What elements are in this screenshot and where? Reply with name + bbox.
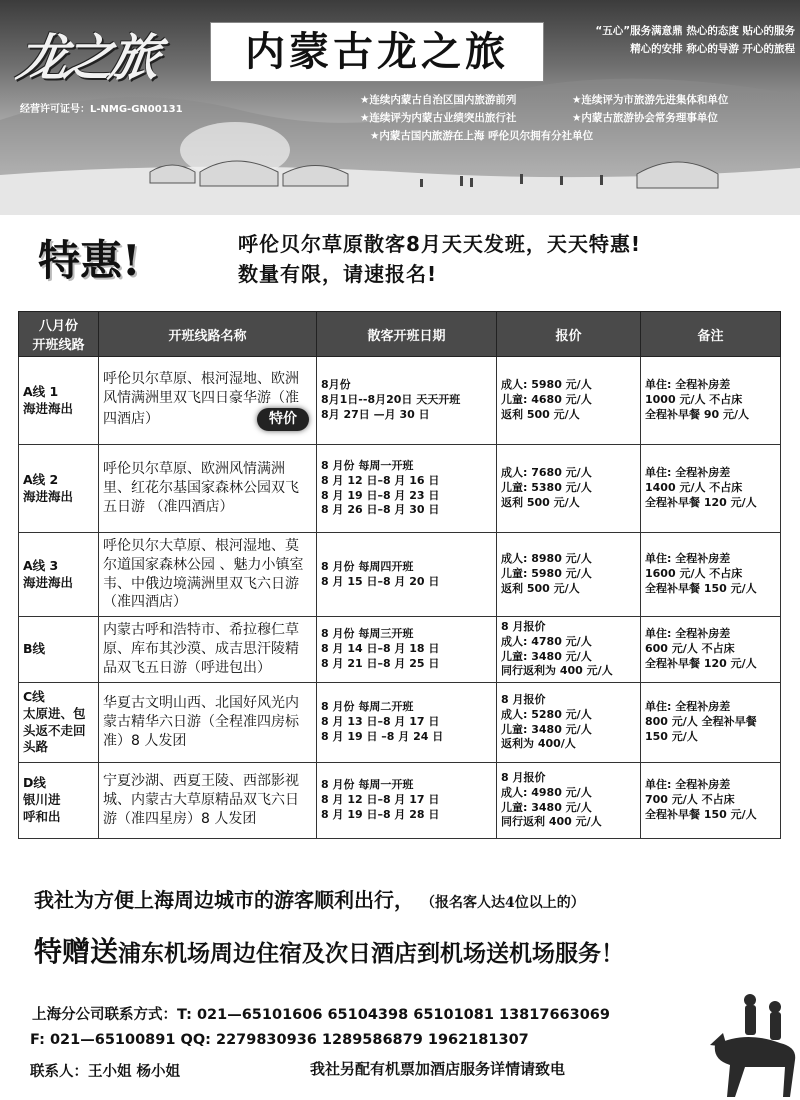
- note-line: 1400 元/人 不占床: [645, 481, 743, 495]
- date-line: 8 月份 每周四开班: [321, 559, 414, 573]
- price-line: 返利 500 元/人: [501, 581, 580, 595]
- note-line: 600 元/人 不占床: [645, 642, 735, 656]
- notes-cell: [641, 445, 781, 533]
- departure-dates-cell: [317, 763, 497, 839]
- service-slogan: [555, 22, 795, 58]
- price-line: 儿童: 4680 元/人: [501, 393, 592, 407]
- header-banner: [0, 0, 800, 215]
- license-number: 经营许可证号：L-NMG-GN00131: [20, 104, 183, 115]
- logo-text: 龙之旅: [13, 28, 160, 87]
- date-line: 8 月份 每周一开班: [321, 778, 414, 792]
- route-description: 呼伦贝尔大草原、根河湿地、莫尔道国家森林公园 、魅力小镇室韦、中俄边境满洲里双飞六日游（准四酒店）: [103, 537, 304, 611]
- date-line: 8 月 12 日–8 月 17 日: [321, 793, 440, 807]
- route-code-line: D线: [23, 775, 46, 791]
- honor-item: ★内蒙古旅游协会常务理事单位: [572, 112, 718, 124]
- date-line: 8 月 19 日–8 月 23 日: [321, 488, 440, 502]
- offer-line-2: [34, 930, 624, 970]
- table-row: [19, 617, 781, 683]
- route-description: 呼伦贝尔草原、欧洲风情满洲里、红花尔基国家森林公园双飞五日游 （准四酒店）: [103, 461, 299, 515]
- column-header: 开班线路名称: [99, 312, 317, 357]
- notes-cell: [641, 683, 781, 763]
- route-description: 华夏古文明山西、北国好风光内蒙古精华六日游（全程准四房标准）8 人发团: [103, 695, 299, 749]
- route-code-line: 海进海出: [23, 574, 74, 590]
- table-header-row: [19, 312, 781, 357]
- route-description-cell: [99, 617, 317, 683]
- note-line: 1000 元/人 不占床: [645, 393, 743, 407]
- price-line: 8 月报价: [501, 619, 546, 633]
- departure-dates-cell: [317, 533, 497, 617]
- price-line: 返利为 400/人: [501, 737, 576, 751]
- price-cell: [497, 683, 641, 763]
- price-line: 成人: 7680 元/人: [501, 466, 592, 480]
- price-line: 返利 500 元/人: [501, 407, 580, 421]
- note-line: 单住: 全程补房差: [645, 778, 731, 792]
- date-line: 8 月份 每周二开班: [321, 700, 414, 714]
- route-code-line: 呼和出: [23, 808, 61, 824]
- offer-line-1: [34, 884, 585, 913]
- table-row: [19, 445, 781, 533]
- notes-cell: [641, 763, 781, 839]
- date-line: 8月份: [321, 378, 351, 392]
- route-code-cell: [19, 763, 99, 839]
- date-line: 8 月 13 日–8 月 17 日: [321, 715, 440, 729]
- route-code-line: B线: [23, 641, 46, 657]
- price-cell: [497, 445, 641, 533]
- extra-service-note: 我社另配有机票加酒店服务详情请致电: [310, 1060, 566, 1078]
- route-code-line: 头返不走回: [23, 722, 86, 738]
- route-description: 内蒙古呼和浩特市、希拉穆仁草原、库布其沙漠、成吉思汗陵精品双飞五日游（呼进包出）: [103, 622, 299, 676]
- note-line: 全程补早餐 90 元/人: [645, 407, 749, 421]
- note-line: 单住: 全程补房差: [645, 552, 731, 566]
- price-line: 儿童: 3480 元/人: [501, 649, 592, 663]
- note-line: 全程补早餐 150 元/人: [645, 581, 757, 595]
- honor-item: ★连续评为内蒙古业绩突出旅行社: [360, 112, 517, 124]
- slogan-line: 精心的安排 称心的导游 开心的旅程: [630, 43, 795, 55]
- price-line: 儿童: 3480 元/人: [501, 800, 592, 814]
- notes-cell: [641, 617, 781, 683]
- price-line: 成人: 4980 元/人: [501, 785, 592, 799]
- route-code-line: 海进海出: [23, 488, 74, 504]
- route-code-line: 银川进: [23, 792, 61, 808]
- special-price-badge: 特价: [257, 408, 309, 431]
- note-line: 1600 元/人 不占床: [645, 567, 743, 581]
- date-line: 8 月份 每周三开班: [321, 627, 414, 641]
- column-header: 报价: [497, 312, 641, 357]
- price-line: 返利 500 元/人: [501, 495, 580, 509]
- offer-condition: （报名客人达4位以上的）: [420, 895, 585, 911]
- route-description: 宁夏沙湖、西夏王陵、西部影视城、内蒙古大草原精品双飞六日游（准四星房）8 人发团: [103, 773, 299, 827]
- table-row: [19, 357, 781, 445]
- price-line: 儿童: 5380 元/人: [501, 481, 592, 495]
- date-line: 8 月 12 日–8 月 16 日: [321, 473, 440, 487]
- price-line: 成人: 4780 元/人: [501, 634, 592, 648]
- contact-persons: 联系人：王小姐 杨小姐: [30, 1064, 181, 1080]
- column-header: 备注: [641, 312, 781, 357]
- price-line: 儿童: 3480 元/人: [501, 722, 592, 736]
- column-header: 散客开班日期: [317, 312, 497, 357]
- route-code-line: 头路: [23, 739, 49, 755]
- note-line: 800 元/人 全程补早餐: [645, 715, 757, 729]
- date-line: 8 月 14 日–8 月 18 日: [321, 642, 440, 656]
- table-row: [19, 533, 781, 617]
- brand-title: 内蒙古龙之旅: [245, 28, 509, 75]
- route-code-line: A线 3: [23, 557, 59, 573]
- route-code-line: 海进海出: [23, 400, 74, 416]
- note-line: 700 元/人 不占床: [645, 793, 735, 807]
- date-line: 8 月 21 日–8 月 25 日: [321, 656, 440, 670]
- price-line: 成人: 5980 元/人: [501, 378, 592, 392]
- departure-dates-cell: [317, 357, 497, 445]
- special-offer-label: 特惠!: [38, 236, 141, 285]
- departure-dates-cell: [317, 617, 497, 683]
- note-line: 单住: 全程补房差: [645, 627, 731, 641]
- date-line: 8 月 15 日–8 月 20 日: [321, 574, 440, 588]
- table-body: [19, 357, 781, 839]
- departure-dates-cell: [317, 445, 497, 533]
- route-code-line: C线: [23, 688, 45, 704]
- offer-text: 我社为方便上海周边城市的游客顺利出行，: [34, 888, 414, 912]
- brand-title-box: [210, 22, 544, 82]
- note-line: 单住: 全程补房差: [645, 700, 731, 714]
- route-code-cell: [19, 617, 99, 683]
- slogan-line: “五心”服务满意鼎 热心的态度 贴心的服务: [595, 25, 795, 37]
- date-line: 8 月 19 日–8 月 28 日: [321, 807, 440, 821]
- price-line: 成人: 5280 元/人: [501, 707, 592, 721]
- promo-headline: 呼伦贝尔草原散客8月天天发班，天天特惠!: [238, 232, 642, 256]
- date-line: 8月1日--8月20日 天天开班: [321, 393, 461, 407]
- notes-cell: [641, 533, 781, 617]
- route-description-cell: [99, 763, 317, 839]
- honor-item: ★连续内蒙古自治区国内旅游前列: [360, 94, 517, 106]
- price-line: 8 月报价: [501, 770, 546, 784]
- price-line: 儿童: 5980 元/人: [501, 567, 592, 581]
- offer-service: 浦东机场周边住宿及次日酒店到机场送机场服务！: [118, 940, 625, 967]
- contact-phones: 上海分公司联系方式：T: 021—65101606 65104398 65101081 13817663069: [32, 1007, 610, 1023]
- date-line: 8月 27日 —月 30 日: [321, 407, 430, 421]
- route-description: 呼伦贝尔草原、根河湿地、欧洲风情满洲里双飞四日豪华游（准四酒店）: [103, 371, 299, 427]
- route-description-cell: [99, 357, 317, 445]
- note-line: 全程补早餐 120 元/人: [645, 656, 757, 670]
- column-header: 八月份 开班线路: [19, 312, 99, 357]
- price-cell: [497, 617, 641, 683]
- routes-table: [18, 311, 781, 839]
- price-line: 成人: 8980 元/人: [501, 552, 592, 566]
- price-cell: [497, 763, 641, 839]
- note-line: 全程补早餐 150 元/人: [645, 807, 757, 821]
- route-code-cell: [19, 445, 99, 533]
- route-description-cell: [99, 445, 317, 533]
- route-code-cell: [19, 683, 99, 763]
- date-line: 8 月份 每周一开班: [321, 458, 414, 472]
- note-line: 150 元/人: [645, 729, 698, 743]
- table-row: [19, 763, 781, 839]
- route-description-cell: [99, 533, 317, 617]
- route-code-line: 太原进、包: [23, 705, 86, 721]
- table-row: [19, 683, 781, 763]
- promo-subline: 数量有限，请速报名!: [238, 262, 438, 286]
- honor-item: ★内蒙古国内旅游在上海 呼伦贝尔拥有分社单位: [370, 130, 594, 142]
- route-code-cell: [19, 533, 99, 617]
- contact-fax-qq: F: 021—65100891 QQ: 2279830936 1289586879 1962181307: [30, 1032, 529, 1048]
- price-cell: [497, 533, 641, 617]
- price-line: 同行返利 400 元/人: [501, 815, 602, 829]
- route-code-cell: [19, 357, 99, 445]
- date-line: 8 月 19 日 –8 月 24 日: [321, 729, 444, 743]
- price-cell: [497, 357, 641, 445]
- honor-item: ★连续评为市旅游先进集体和单位: [572, 94, 729, 106]
- offer-strong: 特赠送: [34, 935, 119, 968]
- price-line: 8 月报价: [501, 692, 546, 706]
- date-line: 8 月 26 日–8 月 30 日: [321, 503, 440, 517]
- note-line: 全程补早餐 120 元/人: [645, 495, 757, 509]
- horse-riders-image: [705, 985, 800, 1100]
- route-code-line: A线 2: [23, 471, 59, 487]
- notes-cell: [641, 357, 781, 445]
- price-line: 同行返利为 400 元/人: [501, 664, 613, 678]
- note-line: 单住: 全程补房差: [645, 466, 731, 480]
- note-line: 单住: 全程补房差: [645, 378, 731, 392]
- route-code-line: A线 1: [23, 383, 59, 399]
- brand-logo: [13, 10, 208, 90]
- departure-dates-cell: [317, 683, 497, 763]
- route-description-cell: [99, 683, 317, 763]
